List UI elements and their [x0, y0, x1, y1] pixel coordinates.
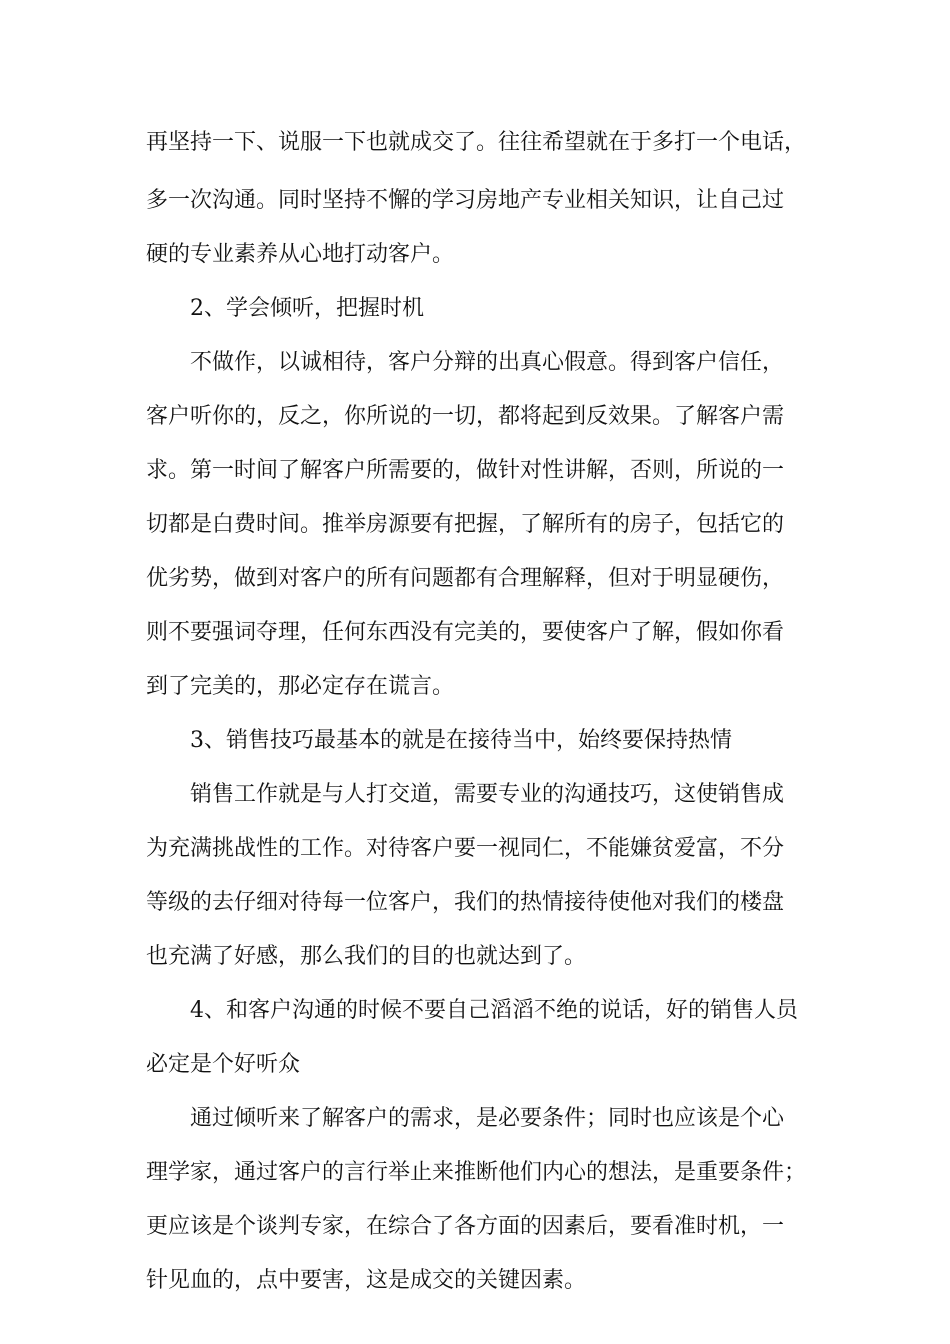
paragraph-line: 也充满了好感，那么我们的目的也就达到了。 — [146, 944, 587, 969]
paragraph-line: 为充满挑战性的工作。对待客户要一视同仁，不能嫌贫爱富，不分 — [146, 836, 785, 861]
paragraph-line: 则不要强词夺理，任何东西没有完美的，要使客户了解，假如你看 — [146, 620, 785, 645]
section-heading-continued: 必定是个好听众 — [146, 1052, 301, 1077]
section-heading: 3、销售技巧最基本的就是在接待当中，始终要保持热情 — [190, 728, 732, 753]
paragraph-line: 优劣势，做到对客户的所有问题都有合理解释，但对于明显硬伤， — [146, 566, 785, 591]
paragraph-line: 硬的专业素养从心地打动客户。 — [146, 242, 455, 267]
paragraph-line: 针见血的，点中要害，这是成交的关键因素。 — [146, 1268, 587, 1293]
section-heading: 2、学会倾听，把握时机 — [190, 296, 424, 321]
paragraph-line: 求。第一时间了解客户所需要的，做针对性讲解，否则，所说的一 — [146, 458, 785, 483]
paragraph-line: 等级的去仔细对待每一位客户，我们的热情接待使他对我们的楼盘 — [146, 890, 785, 915]
paragraph-line: 通过倾听来了解客户的需求，是必要条件；同时也应该是个心 — [190, 1106, 785, 1131]
paragraph-line: 客户听你的，反之，你所说的一切，都将起到反效果。了解客户需 — [146, 404, 785, 429]
paragraph-line: 到了完美的，那必定存在谎言。 — [146, 674, 455, 699]
paragraph-line: 销售工作就是与人打交道，需要专业的沟通技巧，这使销售成 — [190, 782, 785, 807]
paragraph-line: 不做作，以诚相待，客户分辩的出真心假意。得到客户信任， — [190, 350, 785, 375]
section-heading: 4、和客户沟通的时候不要自己滔滔不绝的说话，好的销售人员 — [190, 998, 798, 1023]
paragraph-line: 多一次沟通。同时坚持不懈的学习房地产专业相关知识，让自己过 — [146, 188, 785, 213]
paragraph-line: 再坚持一下、说服一下也就成交了。往往希望就在于多打一个电话， — [146, 130, 807, 155]
paragraph-line: 切都是白费时间。推举房源要有把握，了解所有的房子，包括它的 — [146, 512, 785, 537]
paragraph-line: 理学家，通过客户的言行举止来推断他们内心的想法，是重要条件； — [146, 1160, 807, 1185]
paragraph-line: 更应该是个谈判专家，在综合了各方面的因素后，要看准时机，一 — [146, 1214, 785, 1239]
